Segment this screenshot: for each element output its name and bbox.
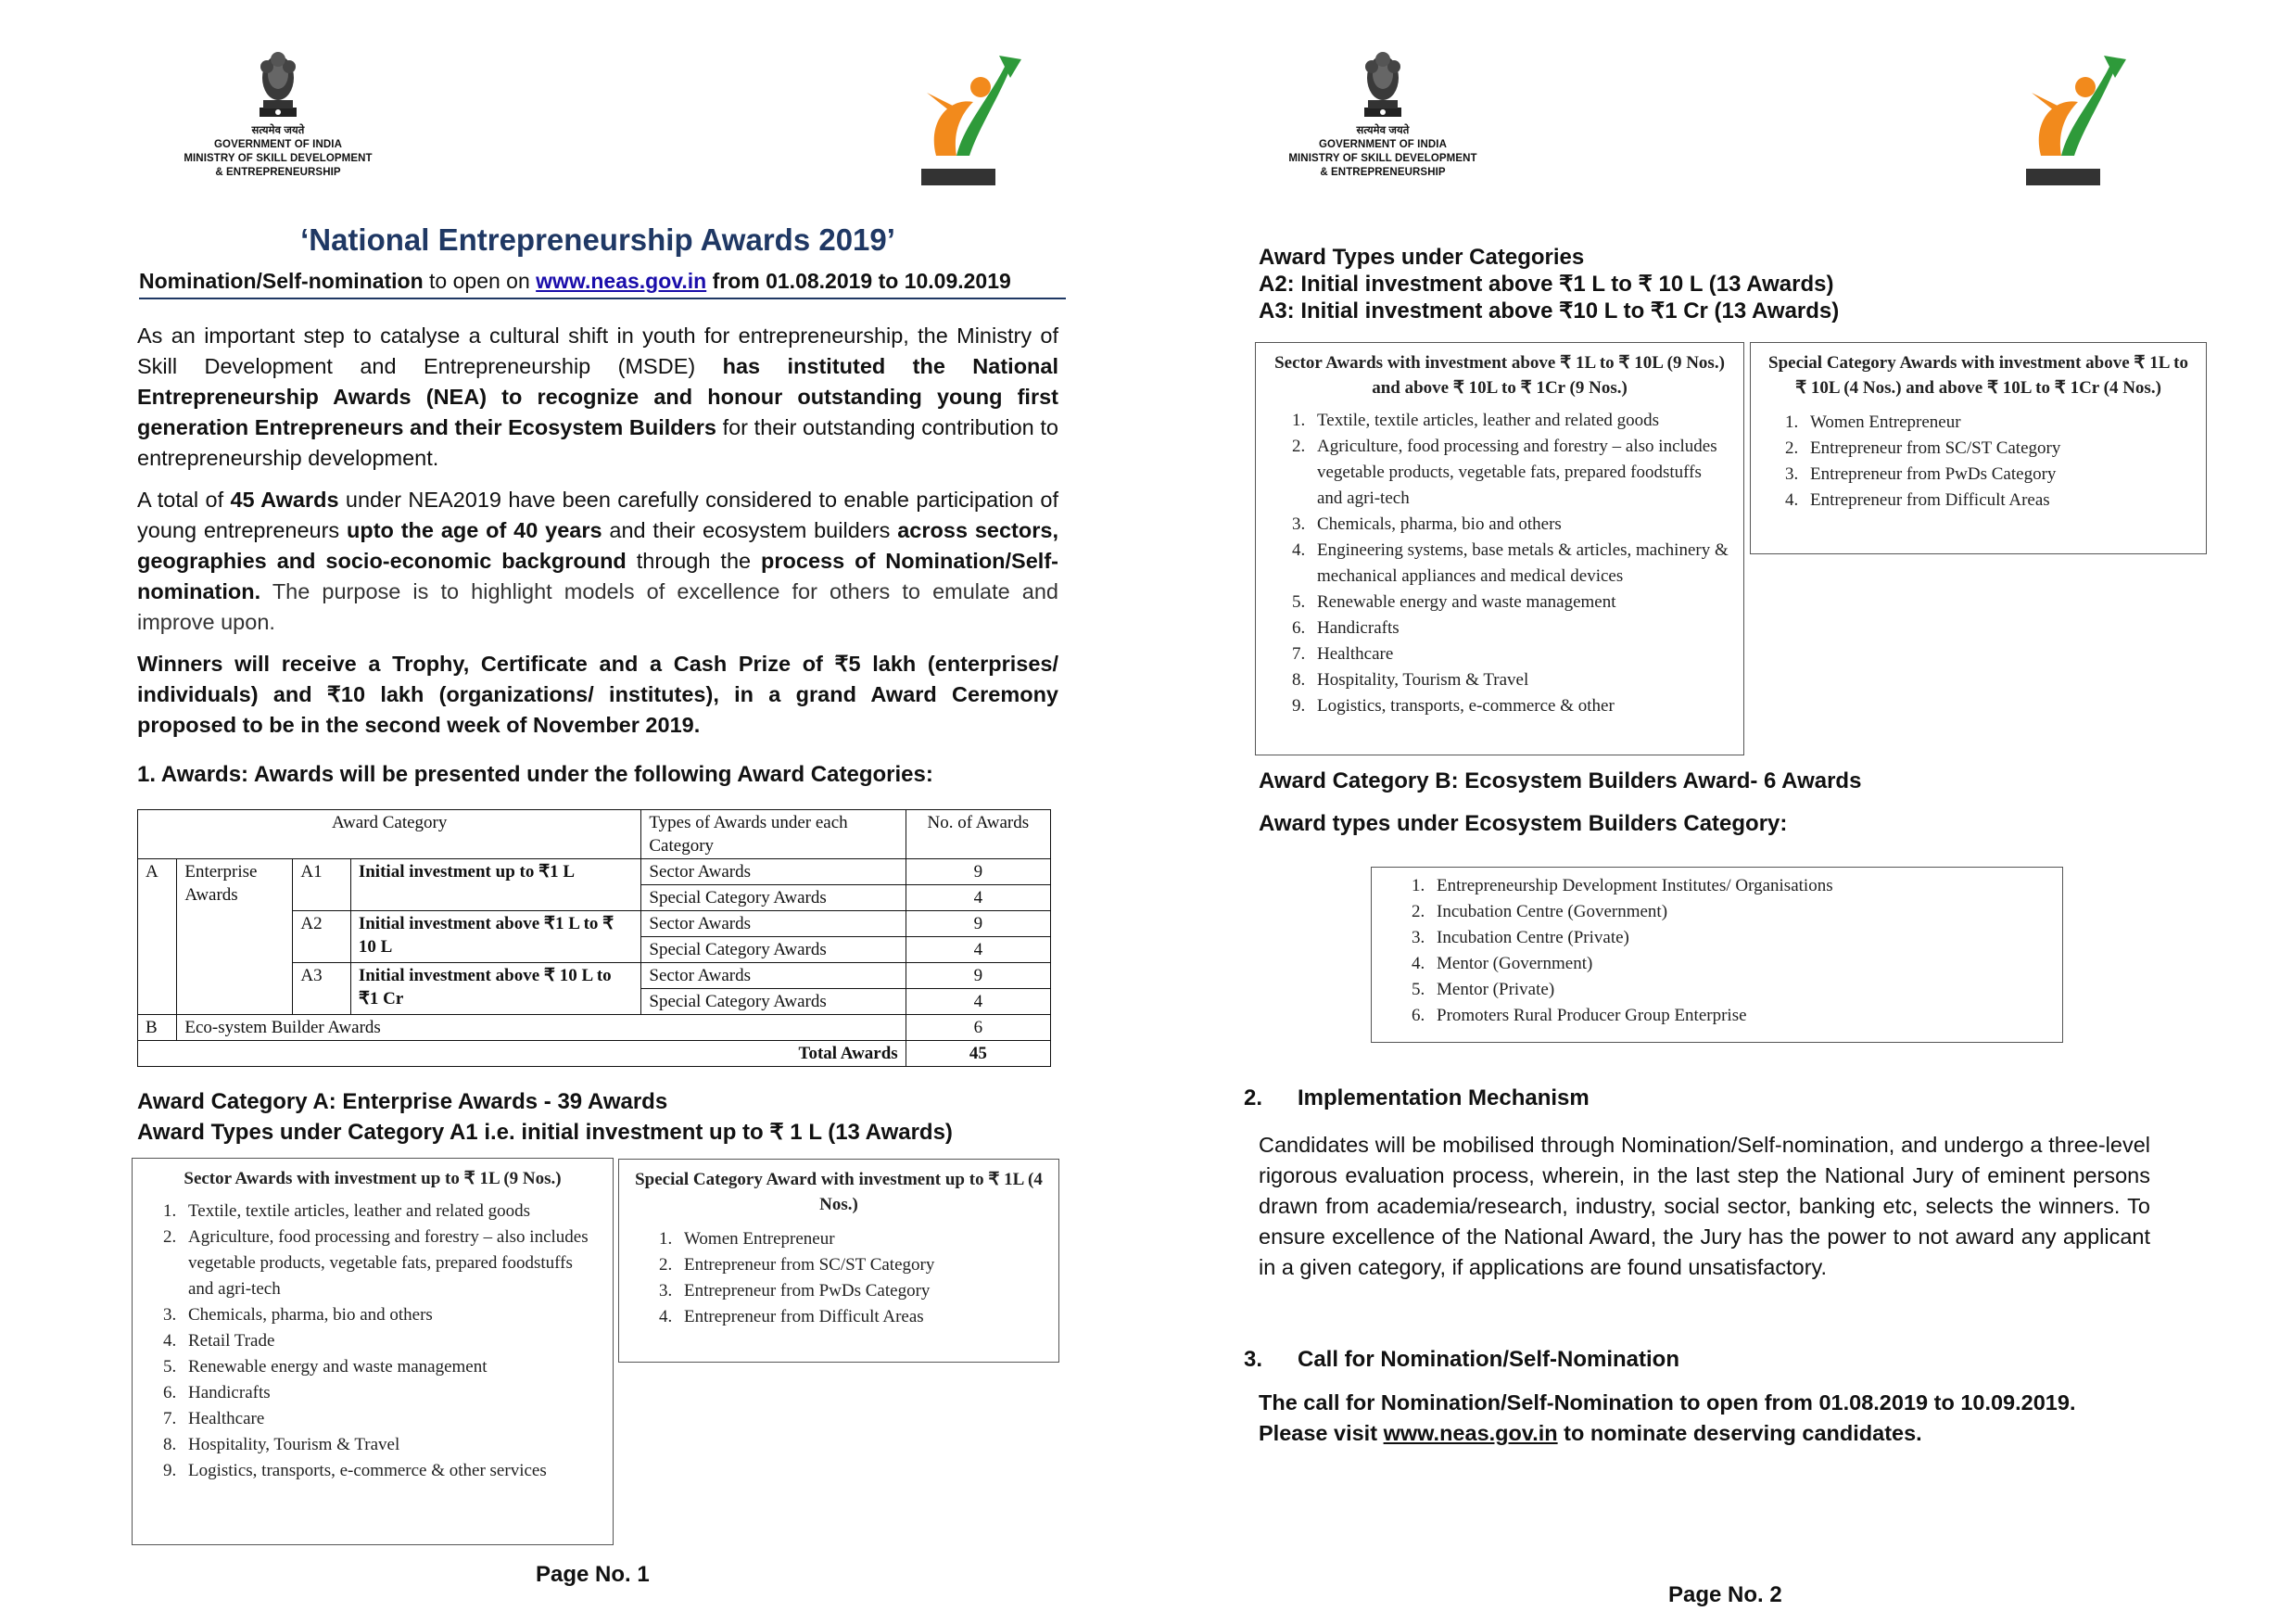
list-item: 3. Chemicals, pharma, bio and others	[1310, 512, 1729, 538]
awards-bold-2: upto the age of 40 years	[347, 518, 602, 542]
header-award-category: Award Category	[138, 810, 641, 859]
list-item: 8. Hospitality, Tourism & Travel	[1310, 667, 1729, 693]
page1-title: ‘National Entrepreneurship Awards 2019’	[300, 222, 895, 257]
emblem-line-1: GOVERNMENT OF INDIA	[214, 139, 342, 150]
neas-link-2[interactable]: www.neas.gov.in	[1383, 1421, 1558, 1445]
table-row	[138, 859, 1051, 885]
awards-text-4: through the	[626, 549, 762, 573]
table-row	[138, 1015, 1051, 1041]
page-number-2: Page No. 2	[1668, 1582, 1782, 1607]
awards-bold-3: across sectors, geographies and socio-economic background	[137, 518, 1058, 573]
cell-count: 4	[906, 885, 1050, 911]
p2-special-box-title: Special Category Awards with investment above ₹ 1L to ₹ 10L (4 Nos.) and above ₹ 10L to ₹ 1Cr (4 Nos.)	[1768, 353, 2188, 398]
list-item: 7. Healthcare	[181, 1406, 598, 1432]
header-no-of-awards: No. of Awards	[906, 810, 1050, 859]
table-header-row	[138, 810, 1051, 859]
intro-bold-1: has instituted the National Entrepreneurship Awards (NEA) to recognize and honour outstanding young first generation Entrepreneurs and their Ecosystem Builders	[137, 354, 1059, 439]
category-a-heading: Award Category A: Enterprise Awards - 39 Awards	[137, 1089, 668, 1114]
sector-awards-box-a2-a3	[1255, 342, 1744, 755]
cell-a1: A1	[293, 859, 351, 911]
emblem-line-1: GOVERNMENT OF INDIA	[1319, 139, 1447, 150]
cell-a: A	[138, 859, 177, 1015]
list-item: 3. Chemicals, pharma, bio and others	[181, 1302, 598, 1328]
nea-logo-icon	[2013, 46, 2134, 190]
cell-count: 9	[906, 963, 1050, 989]
cell-count: 9	[906, 911, 1050, 937]
special-awards-list	[619, 1226, 1058, 1330]
list-item: 4. Mentor (Government)	[1429, 951, 2047, 977]
cell-special-awards: Special Category Awards	[641, 885, 906, 911]
intro-text-2: for their outstanding contribution to entrepreneurship development.	[137, 415, 1058, 470]
section1-heading: 1. Awards: Awards will be presented under the following Award Categories:	[137, 762, 933, 787]
list-item: 2. Incubation Centre (Government)	[1429, 899, 2047, 925]
sector-awards-box-a1	[132, 1158, 614, 1545]
list-item: 3. Entrepreneur from PwDs Category	[1803, 462, 2191, 488]
list-item: 3. Incubation Centre (Private)	[1429, 925, 2047, 951]
nea-logo-icon	[908, 46, 1029, 190]
awards-bold-4: process of Nomination/Self-nomination.	[137, 549, 1058, 603]
list-item: 5. Renewable energy and waste management	[181, 1354, 598, 1380]
cell-count: 9	[906, 859, 1050, 885]
list-item: 3. Entrepreneur from PwDs Category	[677, 1278, 1044, 1304]
category-a1-heading: Award Types under Category A1 i.e. initial investment up to ₹ 1 L (13 Awards)	[137, 1120, 953, 1145]
cell-enterprise-awards: Enterprise Awards	[177, 859, 293, 1015]
emblem-motto: सत्यमेव जयते	[1356, 125, 1410, 136]
govt-emblem-header	[167, 46, 389, 180]
section2-title: Implementation Mechanism	[1298, 1085, 1590, 1110]
ashoka-emblem-icon	[1355, 46, 1411, 124]
cell-special-awards: Special Category Awards	[641, 989, 906, 1015]
nomination-open-on: to open on	[423, 269, 537, 293]
nomination-dates: from 01.08.2019 to 10.09.2019	[706, 269, 1011, 293]
cell-a2-desc: Initial investment above ₹1 L to ₹ 10 L	[350, 911, 641, 963]
list-item: 6. Promoters Rural Producer Group Enterprise	[1429, 1003, 2047, 1029]
cell-special-awards: Special Category Awards	[641, 937, 906, 963]
special-box-title: Special Category Award with investment up to ₹ 1L (4 Nos.)	[635, 1170, 1043, 1214]
cell-total: 45	[906, 1041, 1050, 1067]
section3-visit-text: Please visit	[1259, 1421, 1384, 1445]
winners-paragraph: Winners will receive a Trophy, Certificate and a Cash Prize of ₹5 lakh (enterprises/ individuals) and ₹10 lakh (organizations/ institutes), in a grand Award Ceremony proposed to be in the second week of November 2019.	[137, 652, 1058, 737]
p2-sector-awards-list	[1256, 408, 1743, 719]
list-item: 8. Hospitality, Tourism & Travel	[181, 1432, 598, 1458]
section3-title: Call for Nomination/Self-Nomination	[1298, 1347, 1679, 1372]
section3-number: 3.	[1244, 1347, 1263, 1372]
list-item: 1. Women Entrepreneur	[1803, 410, 2191, 436]
cell-sector-awards: Sector Awards	[641, 963, 906, 989]
ashoka-emblem-icon	[250, 46, 306, 124]
cell-sector-awards: Sector Awards	[641, 859, 906, 885]
list-item: 1. Entrepreneurship Development Institutes/ Organisations	[1429, 873, 2047, 899]
cell-a3: A3	[293, 963, 351, 1015]
awards-text-5: The purpose is to highlight models of excellence for others to emulate and improve upon.	[137, 579, 1058, 634]
section2-number: 2.	[1244, 1085, 1263, 1110]
section2-text: Candidates will be mobilised through Nomination/Self-nomination, and undergo a three-level rigorous evaluation process, wherein, in the last step the National Jury of eminent persons drawn from academia/research, industry, social sector, banking etc, selects the winners. To ensure excellence of the National Award, the Jury has the power to not award any applicant in a given category, if applications are found unsatisfactory.	[1259, 1133, 2150, 1279]
list-item: 4. Entrepreneur from Difficult Areas	[1803, 488, 2191, 514]
nomination-line	[139, 269, 1066, 299]
category-b-heading: Award Category B: Ecosystem Builders Award- 6 Awards	[1259, 768, 1862, 793]
awards-text-3: and their ecosystem builders	[602, 518, 898, 542]
p2-heading-a2: A2: Initial investment above ₹1 L to ₹ 10 L (13 Awards)	[1259, 272, 1834, 297]
cell-sector-awards: Sector Awards	[641, 911, 906, 937]
sector-box-title: Sector Awards with investment up to ₹ 1L (9 Nos.)	[184, 1169, 562, 1188]
emblem-line-2: MINISTRY OF SKILL DEVELOPMENT	[184, 153, 373, 164]
p2-heading-award-types: Award Types under Categories	[1259, 245, 1585, 270]
list-item: 2. Agriculture, food processing and forestry – also includes vegetable products, vegetable fats, prepared foodstuffs and agri-tech	[1310, 434, 1729, 512]
cell-b-desc: Eco-system Builder Awards	[177, 1015, 906, 1041]
page-number-1: Page No. 1	[536, 1562, 650, 1587]
list-item: 5. Mentor (Private)	[1429, 977, 2047, 1003]
cell-count: 4	[906, 989, 1050, 1015]
special-awards-box-a1	[618, 1159, 1059, 1363]
list-item: 4. Engineering systems, base metals & articles, machinery & mechanical appliances and medical devices	[1310, 538, 1729, 590]
emblem-line-3: & ENTREPRENEURSHIP	[215, 167, 341, 178]
cell-count: 6	[906, 1015, 1050, 1041]
awards-bold-1: 45 Awards	[230, 488, 339, 512]
list-item: 6. Handicrafts	[181, 1380, 598, 1406]
list-item: 2. Agriculture, food processing and forestry – also includes vegetable products, vegetable fats, prepared foodstuffs and agri-tech	[181, 1224, 598, 1302]
cell-count: 4	[906, 937, 1050, 963]
intro-text-1: As an important step to catalyse a cultural shift in youth for entrepreneurship, the Ministry of Skill Development and Entrepreneurship (MSDE)	[137, 324, 1058, 378]
p2-heading-a3: A3: Initial investment above ₹10 L to ₹1 Cr (13 Awards)	[1259, 298, 1840, 324]
section3-line-1: The call for Nomination/Self-Nomination to open from 01.08.2019 to 10.09.2019.	[1259, 1390, 2076, 1415]
list-item: 5. Renewable energy and waste management	[1310, 590, 1729, 615]
section3-line-2	[1259, 1418, 1922, 1449]
ecosystem-builders-box	[1371, 867, 2063, 1043]
list-item: 2. Entrepreneur from SC/ST Category	[677, 1252, 1044, 1278]
emblem-line-3: & ENTREPRENEURSHIP	[1320, 167, 1446, 178]
list-item: 7. Healthcare	[1310, 641, 1729, 667]
intro-paragraph	[137, 321, 1058, 474]
list-item: 9. Logistics, transports, e-commerce & other	[1310, 693, 1729, 719]
cell-a3-desc: Initial investment above ₹ 10 L to ₹1 Cr	[350, 963, 641, 1015]
list-item: 4. Entrepreneur from Difficult Areas	[677, 1304, 1044, 1330]
p2-sector-box-title: Sector Awards with investment above ₹ 1L to ₹ 10L (9 Nos.) and above ₹ 10L to ₹ 1Cr (9 Nos.)	[1274, 353, 1725, 398]
category-b-subheading: Award types under Ecosystem Builders Category:	[1259, 811, 1788, 836]
list-item: 9. Logistics, transports, e-commerce & other services	[181, 1458, 598, 1484]
list-item: 6. Handicrafts	[1310, 615, 1729, 641]
header-types: Types of Awards under each Category	[641, 810, 906, 859]
list-item: 1. Women Entrepreneur	[677, 1226, 1044, 1252]
p2-special-awards-list	[1751, 410, 2206, 514]
awards-text-2: under NEA2019 have been carefully considered to enable participation of young entrepreneurs	[137, 488, 1059, 542]
list-item: 1. Textile, textile articles, leather and related goods	[1310, 408, 1729, 434]
neas-link[interactable]: www.neas.gov.in	[536, 269, 707, 293]
section3-nominate-text: to nominate deserving candidates.	[1557, 1421, 1922, 1445]
awards-paragraph	[137, 485, 1058, 638]
cell-a1-desc: Initial investment up to ₹1 L	[350, 859, 641, 911]
list-item: 4. Retail Trade	[181, 1328, 598, 1354]
cell-a2: A2	[293, 911, 351, 963]
ecosystem-builders-list	[1372, 873, 2062, 1029]
awards-table	[137, 809, 1051, 1067]
awards-text-1: A total of	[137, 488, 231, 512]
cell-total-label: Total Awards	[138, 1041, 906, 1067]
emblem-motto: सत्यमेव जयते	[251, 125, 305, 136]
list-item: 1. Textile, textile articles, leather and related goods	[181, 1199, 598, 1224]
special-awards-box-a2-a3	[1750, 342, 2207, 554]
govt-emblem-header	[1272, 46, 1494, 180]
emblem-line-2: MINISTRY OF SKILL DEVELOPMENT	[1288, 153, 1477, 164]
list-item: 2. Entrepreneur from SC/ST Category	[1803, 436, 2191, 462]
cell-b: B	[138, 1015, 177, 1041]
nomination-label: Nomination/Self-nomination	[139, 269, 424, 293]
sector-awards-list	[133, 1199, 613, 1484]
table-total-row	[138, 1041, 1051, 1067]
